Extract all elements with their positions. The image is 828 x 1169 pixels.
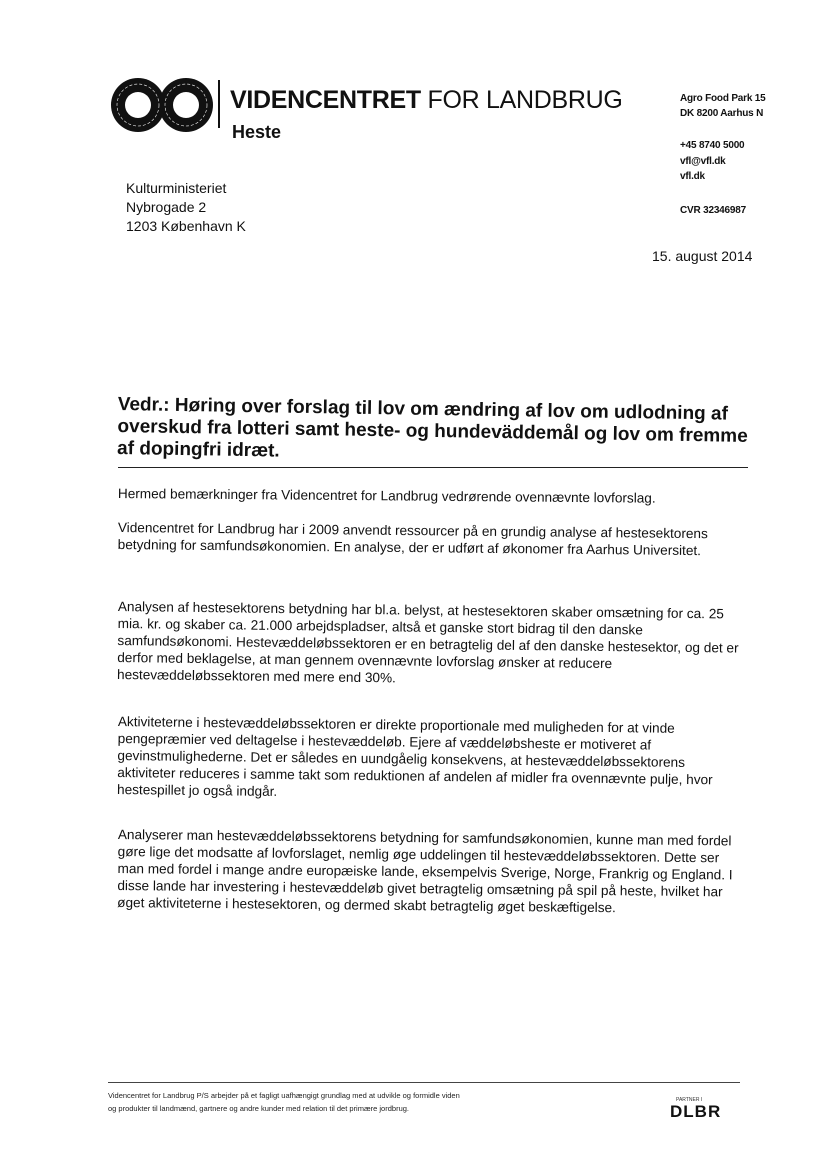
- header-divider: [218, 80, 220, 128]
- contact-email: vfl@vfl.dk: [680, 156, 726, 167]
- dlbr-logo: DLBR: [670, 1102, 722, 1121]
- subject-underline: [118, 467, 748, 468]
- contact-phone: +45 8740 5000: [680, 140, 745, 151]
- recipient-city: 1203 København K: [126, 218, 246, 234]
- recipient-name: Kulturministeriet: [126, 180, 227, 196]
- vfl-logo: [110, 76, 215, 134]
- footer-divider: [108, 1082, 740, 1083]
- paragraph-findings: Analysen af hestesektorens betydning har bl.a. belyst, at hestesektoren skaber omsætning for ca. 25 mia. kr. og skaber ca. 21.000 arbejdspladser, altså et ganske stort bidrag til den danske samfundsøkonomi. Hestevæddeløbssektoren er en betragtelig del af den danske hestesektor, og det er derfor med beklagelse, at man gennem ovennævnte lovforslag ønsker at reducere hestevæddeløbssektoren med mere end 30%.: [116, 598, 739, 686]
- recipient-street: Nybrogade 2: [126, 199, 207, 215]
- paragraph-activities: Aktiviteterne i hestevæddeløbssektoren er direkte proportionale med muligheden for at vinde pengepræmier ved deltagelse i hestevæddeløb. Ejere af væddeløbsheste er motiveret af gevinstmulighederne. Det er således en uundgåelig konsekvens, at hestevæddeløbssektorens aktiviteter reduceres i samme takt som reduktionen af andelen af midler fra ovennævnte pulje, hvor hestespillet jo også indgår.: [116, 713, 713, 799]
- letter-date: 15. august 2014: [652, 248, 753, 264]
- paragraph-recommendation: Analyserer man hestevæddeløbssektorens betydning for samfundsøkonomien, kunne man med fordel gøre lige det modsatte af lovforslaget, nemlig øge uddelingen til hestevæddeløbssektoren. Dette ser man med fordel i mange andre europæiske lande, eksempelvis Sverige, Norge, Frankrig og England. I disse lande har investering i hestevæddeløb givet betragtelig omsætning på spil på heste, hvilket har øget aktiviteterne i hestesektoren, og dermed skabt betragtelig øget beskæftigelse.: [117, 826, 733, 916]
- footer-text-line1: Videncentret for Landbrug P/S arbejder på et fagligt uafhængigt grundlag med at udvikle og formidle viden: [108, 1091, 460, 1100]
- partner-label: PARTNER I: [676, 1097, 703, 1103]
- subject-heading: Vedr.: Høring over forslag til lov om ændring af lov om udlodning af overskud fra lotteri samt heste- og hundeväddemål og lov om fremme af dopingfri idræt.: [116, 394, 748, 462]
- contact-web: vfl.dk: [680, 171, 705, 182]
- paragraph-intro: Hermed bemærkninger fra Videncentret for Landbrug vedrørende ovennævnte lovforslag.: [117, 485, 656, 506]
- contact-cvr: CVR 32346987: [680, 205, 746, 216]
- contact-address-line1: Agro Food Park 15: [680, 93, 766, 104]
- contact-address-line2: DK 8200 Aarhus N: [680, 108, 764, 119]
- paragraph-analysis: Videncentret for Landbrug har i 2009 anvendt ressourcer på en grundig analyse af hestesektorens betydning for samfundsøkonomien. En analyse, der er udført af økonomer fra Aarhus Universitet.: [117, 519, 708, 559]
- department-name: Heste: [232, 122, 282, 142]
- organization-name: VIDENCENTRET FOR LANDBRUG: [230, 86, 623, 114]
- footer-text-line2: og produkter til landmænd, gartnere og andre kunder med relation til det primære jordbrug.: [108, 1104, 409, 1113]
